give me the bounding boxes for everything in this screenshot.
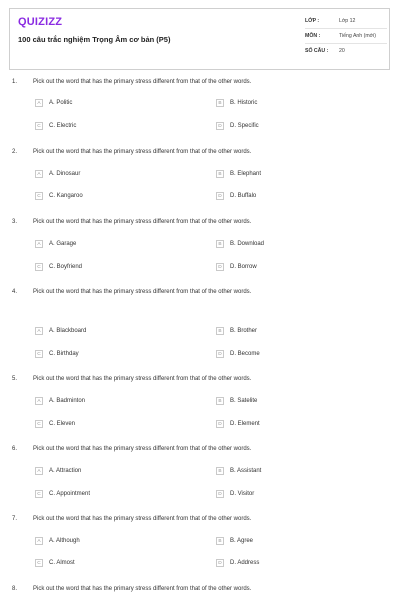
option-text: A. Attraction <box>49 468 82 474</box>
option-text: A. Badminton <box>49 398 86 404</box>
option-c[interactable] <box>35 122 76 130</box>
question-prompt: Pick out the word that has the primary stress different from that of the other words. <box>33 289 252 295</box>
option-a[interactable] <box>35 537 80 545</box>
option-text: D. Specific <box>230 123 259 129</box>
question-number: 7. <box>12 516 18 522</box>
option-letter-box: A <box>35 170 43 178</box>
option-c[interactable] <box>35 490 90 498</box>
option-letter-box: D <box>216 559 224 567</box>
option-text: A. Politic <box>49 100 73 106</box>
meta-value: Lớp 12 <box>339 18 356 24</box>
option-text: C. Boyfriend <box>49 264 83 270</box>
option-letter-box: C <box>35 263 43 271</box>
meta-row-count <box>305 44 387 58</box>
option-letter-box: D <box>216 350 224 358</box>
option-text: C. Eleven <box>49 421 76 427</box>
option-b[interactable] <box>216 467 261 475</box>
meta-value: 20 <box>339 48 345 54</box>
worksheet-title: 100 câu trắc nghiệm Trọng Âm cơ bản (P5) <box>18 35 171 44</box>
option-text: D. Visitor <box>230 491 255 497</box>
meta-label: MÔN : <box>305 33 321 39</box>
question-number: 1. <box>12 79 18 85</box>
option-text: A. Blackboard <box>49 328 87 334</box>
option-a[interactable] <box>35 170 80 178</box>
option-d[interactable] <box>216 559 259 567</box>
meta-row-class <box>305 14 387 29</box>
option-text: B. Historic <box>230 100 258 106</box>
option-d[interactable] <box>216 490 254 498</box>
option-text: B. Brother <box>230 328 258 334</box>
option-c[interactable] <box>35 559 75 567</box>
option-text: C. Kangaroo <box>49 193 83 199</box>
option-letter-box: D <box>216 122 224 130</box>
question-prompt: Pick out the word that has the primary stress different from that of the other words. <box>33 79 252 85</box>
meta-label: SỐ CÂU : <box>305 48 329 54</box>
option-c[interactable] <box>35 263 82 271</box>
option-d[interactable] <box>216 263 257 271</box>
option-letter-box: B <box>216 240 224 248</box>
option-b[interactable] <box>216 99 257 107</box>
option-b[interactable] <box>216 240 264 248</box>
option-text: B. Assistant <box>230 468 262 474</box>
quizizz-logo: QUIZIZZ <box>18 16 63 28</box>
question-prompt: Pick out the word that has the primary stress different from that of the other words. <box>33 446 252 452</box>
option-text: A. Garage <box>49 241 77 247</box>
option-b[interactable] <box>216 397 257 405</box>
option-b[interactable] <box>216 537 253 545</box>
option-a[interactable] <box>35 327 86 335</box>
option-letter-box: D <box>216 490 224 498</box>
meta-value: Tiếng Anh (mới) <box>339 33 376 39</box>
question-number: 8. <box>12 586 18 592</box>
option-letter-box: B <box>216 467 224 475</box>
option-text: D. Address <box>230 560 260 566</box>
question-number: 6. <box>12 446 18 452</box>
option-text: D. Borrow <box>230 264 257 270</box>
option-d[interactable] <box>216 350 260 358</box>
option-letter-box: D <box>216 420 224 428</box>
option-b[interactable] <box>216 170 261 178</box>
option-letter-box: C <box>35 559 43 567</box>
option-text: C. Electric <box>49 123 77 129</box>
option-letter-box: B <box>216 327 224 335</box>
option-text: C. Birthday <box>49 351 79 357</box>
option-d[interactable] <box>216 192 256 200</box>
option-letter-box: A <box>35 99 43 107</box>
option-c[interactable] <box>35 350 79 358</box>
option-text: A. Dinosaur <box>49 171 81 177</box>
option-text: B. Agree <box>230 538 254 544</box>
meta-row-subject <box>305 29 387 44</box>
question-prompt: Pick out the word that has the primary stress different from that of the other words. <box>33 516 252 522</box>
option-letter-box: A <box>35 537 43 545</box>
question-prompt: Pick out the word that has the primary stress different from that of the other words. <box>33 149 252 155</box>
question-prompt: Pick out the word that has the primary stress different from that of the other words. <box>33 219 252 225</box>
worksheet-header <box>9 8 390 70</box>
option-letter-box: D <box>216 192 224 200</box>
option-text: C. Appointment <box>49 491 91 497</box>
worksheet-meta <box>305 14 387 58</box>
option-letter-box: C <box>35 350 43 358</box>
option-letter-box: B <box>216 99 224 107</box>
option-letter-box: D <box>216 263 224 271</box>
meta-label: LỚP : <box>305 18 320 24</box>
option-letter-box: A <box>35 397 43 405</box>
option-a[interactable] <box>35 397 85 405</box>
question-prompt: Pick out the word that has the primary stress different from that of the other words. <box>33 376 252 382</box>
option-letter-box: A <box>35 327 43 335</box>
question-number: 3. <box>12 219 18 225</box>
option-text: D. Become <box>230 351 260 357</box>
option-letter-box: C <box>35 122 43 130</box>
option-a[interactable] <box>35 99 72 107</box>
option-letter-box: A <box>35 240 43 248</box>
option-letter-box: C <box>35 490 43 498</box>
option-a[interactable] <box>35 467 81 475</box>
question-prompt: Pick out the word that has the primary stress different from that of the other words. <box>33 586 252 592</box>
option-letter-box: C <box>35 420 43 428</box>
option-text: C. Almost <box>49 560 75 566</box>
option-b[interactable] <box>216 327 257 335</box>
option-text: B. Download <box>230 241 265 247</box>
option-d[interactable] <box>216 420 260 428</box>
option-c[interactable] <box>35 192 83 200</box>
option-text: A. Although <box>49 538 80 544</box>
option-text: D. Element <box>230 421 260 427</box>
option-d[interactable] <box>216 122 259 130</box>
option-letter-box: B <box>216 397 224 405</box>
option-letter-box: C <box>35 192 43 200</box>
option-text: B. Elephant <box>230 171 262 177</box>
option-text: B. Satelite <box>230 398 258 404</box>
option-c[interactable] <box>35 420 75 428</box>
option-letter-box: A <box>35 467 43 475</box>
question-number: 5. <box>12 376 18 382</box>
option-a[interactable] <box>35 240 76 248</box>
question-number: 2. <box>12 149 18 155</box>
question-number: 4. <box>12 289 18 295</box>
option-text: D. Buffalo <box>230 193 257 199</box>
option-letter-box: B <box>216 537 224 545</box>
option-letter-box: B <box>216 170 224 178</box>
